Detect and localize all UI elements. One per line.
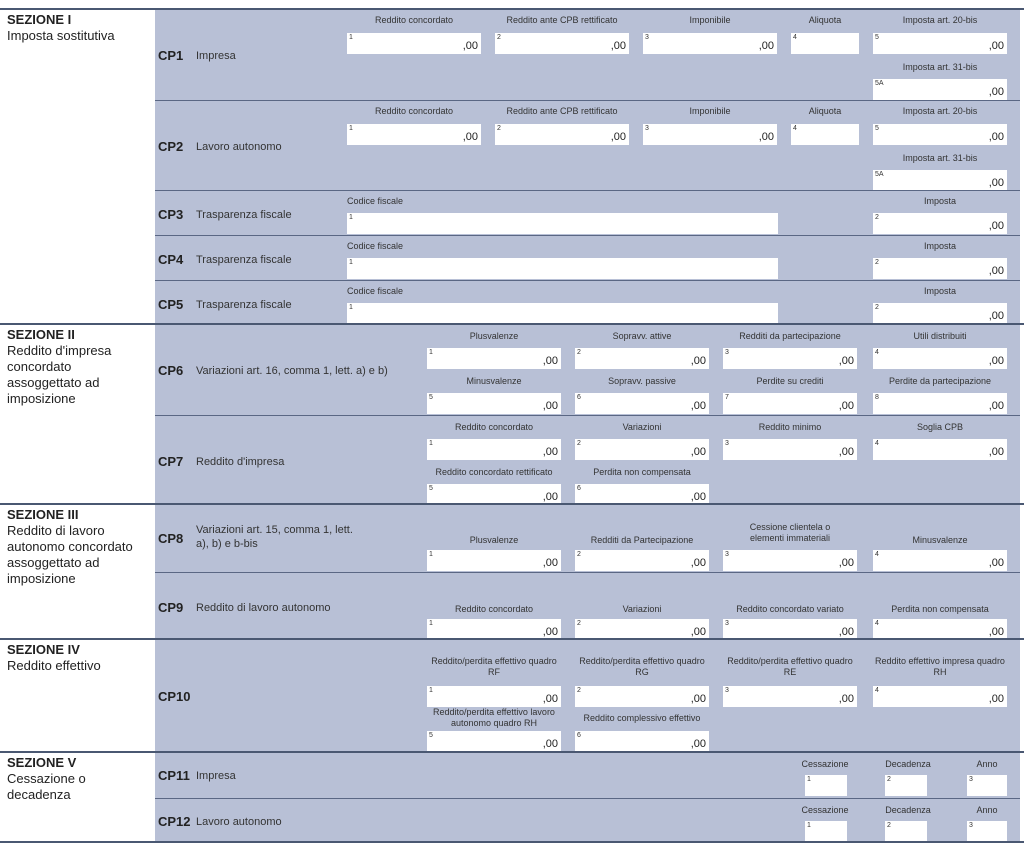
row-code: CP9 (158, 600, 184, 615)
row-cp8 (155, 505, 1020, 572)
section-5 (0, 751, 1024, 842)
field-label: Redditi da partecipazione (739, 331, 841, 341)
row-label: Reddito di lavoro autonomo (196, 602, 331, 614)
amount-field[interactable]: 5A ,00 (873, 79, 1007, 100)
row-cp2 (155, 100, 1020, 190)
row-cp12 (155, 798, 1020, 844)
bottom-rule (0, 841, 1024, 843)
field-label: Cessazione (801, 805, 849, 815)
row-cp6 (155, 325, 1020, 415)
amount-field[interactable]: 2 ,00 (575, 619, 709, 640)
row-label: Trasparenza fiscale (196, 209, 292, 221)
field-label: Imposta (923, 241, 956, 251)
amount-field[interactable]: 2 ,00 (575, 439, 709, 460)
field-label: Sopravv. attive (612, 331, 672, 341)
row-code: CP8 (158, 531, 184, 546)
amount-field[interactable]: 1 ,00 (427, 550, 561, 571)
field-label: Soglia CPB (916, 422, 964, 432)
row-label: Variazioni art. 16, comma 1, lett. a) e b) (196, 365, 388, 377)
amount-field[interactable]: 3 ,00 (723, 619, 857, 640)
field-label: Reddito concordato (454, 604, 534, 614)
field-label: Minusvalenze (466, 376, 522, 386)
row-cp5 (155, 280, 1020, 326)
field-label: Codice fiscale (347, 241, 404, 251)
field-label: Reddito concordato rettificato (435, 467, 553, 477)
row-cp9 (155, 572, 1020, 640)
amount-field[interactable]: 1 ,00 (427, 439, 561, 460)
forfeiture-checkbox[interactable]: 2 (885, 821, 927, 842)
field-label: Reddito concordato (374, 15, 454, 25)
field-label: Plusvalenze (469, 331, 519, 341)
amount-field[interactable]: 2 ,00 (495, 33, 629, 54)
tax-code-field[interactable]: 1 (347, 213, 778, 234)
amount-field[interactable]: 2 ,00 (873, 258, 1007, 279)
row-code: CP2 (158, 139, 184, 154)
amount-field[interactable]: 6 ,00 (575, 484, 709, 505)
amount-field[interactable]: 2 ,00 (575, 686, 709, 707)
section-title: SEZIONE II (7, 327, 75, 342)
section-2 (0, 323, 1024, 503)
amount-field[interactable]: 5 ,00 (427, 484, 561, 505)
amount-field[interactable]: 5 ,00 (427, 393, 561, 414)
field-label: Cessione clientela o elementi immateriali (749, 522, 831, 543)
field-label: Reddito/perdita effettivo lavoro autonomo quadro RH (433, 707, 555, 728)
field-label: Reddito/perdita effettivo quadro RE (727, 656, 853, 677)
amount-field[interactable]: 5 ,00 (873, 33, 1007, 54)
field-label: Imposta art. 31-bis (902, 62, 978, 72)
section-3 (0, 503, 1024, 638)
amount-field[interactable]: 4 ,00 (873, 686, 1007, 707)
field-label: Perdita non compensata (593, 467, 691, 477)
row-code: CP6 (158, 363, 184, 378)
field-label: Reddito minimo (758, 422, 822, 432)
row-label: Trasparenza fiscale (196, 254, 292, 266)
amount-field[interactable]: 2 ,00 (575, 550, 709, 571)
amount-field[interactable]: 3 ,00 (723, 686, 857, 707)
row-cp10 (155, 640, 1020, 753)
amount-field[interactable]: 1 ,00 (427, 348, 561, 369)
row-code: CP1 (158, 48, 184, 63)
row-label: Lavoro autonomo (196, 141, 282, 153)
section-description: Imposta sostitutiva (7, 28, 115, 43)
field-label: Perdite da partecipazione (888, 376, 992, 386)
rate-field[interactable]: 4 (791, 124, 859, 145)
amount-field[interactable]: 4 ,00 (873, 550, 1007, 571)
field-label: Reddito/perdita effettivo quadro RG (579, 656, 705, 677)
field-label: Variazioni (622, 422, 662, 432)
row-code: CP12 (158, 814, 191, 829)
amount-field[interactable]: 2 ,00 (873, 213, 1007, 234)
field-label: Imposta art. 20-bis (902, 106, 978, 116)
amount-field[interactable]: 4 ,00 (873, 619, 1007, 640)
row-label: Trasparenza fiscale (196, 299, 292, 311)
row-code: CP3 (158, 207, 184, 222)
field-label: Redditi da Partecipazione (590, 535, 694, 545)
section-title: SEZIONE V (7, 755, 77, 770)
field-label: Utili distribuiti (913, 331, 967, 341)
field-label: Imposta art. 31-bis (902, 153, 978, 163)
field-label: Reddito complessivo effettivo (583, 713, 701, 723)
amount-field[interactable]: 1 ,00 (347, 33, 481, 54)
field-label: Sopravv. passive (608, 376, 676, 386)
row-code: CP11 (158, 768, 190, 783)
field-label: Perdite su crediti (756, 376, 824, 386)
amount-field[interactable]: 7 ,00 (723, 393, 857, 414)
section-description: Reddito d'impresa concordato assoggettato ad imposizione (7, 343, 112, 406)
year-field[interactable]: 3 (967, 775, 1007, 796)
year-field[interactable]: 3 (967, 821, 1007, 842)
amount-field[interactable]: 3 ,00 (723, 348, 857, 369)
field-label: Decadenza (885, 805, 931, 815)
section-title: SEZIONE IV (7, 642, 80, 657)
field-label: Codice fiscale (347, 286, 404, 296)
field-label: Reddito concordato (454, 422, 534, 432)
field-label: Decadenza (885, 759, 931, 769)
section-title: SEZIONE III (7, 507, 79, 522)
tax-code-field[interactable]: 1 (347, 258, 778, 279)
amount-field[interactable]: 3 ,00 (643, 33, 777, 54)
field-label: Reddito/perdita effettivo quadro RF (431, 656, 557, 677)
field-label: Anno (976, 759, 998, 769)
row-code: CP10 (158, 689, 191, 704)
amount-field[interactable]: 1 ,00 (427, 686, 561, 707)
field-label: Reddito ante CPB rettificato (506, 15, 618, 25)
field-label: Aliquota (808, 106, 842, 116)
section-description: Reddito di lavoro autonomo concordato assoggettato ad imposizione (7, 523, 133, 586)
section-4 (0, 638, 1024, 751)
amount-field[interactable]: 3 ,00 (643, 124, 777, 145)
rate-field[interactable]: 4 (791, 33, 859, 54)
field-label: Imponibile (689, 106, 731, 116)
row-cp7 (155, 415, 1020, 505)
amount-field[interactable]: 2 ,00 (873, 303, 1007, 324)
section-title: SEZIONE I (7, 12, 72, 27)
amount-field[interactable]: 4 ,00 (873, 439, 1007, 460)
field-label: Minusvalenze (912, 535, 968, 545)
tax-code-field[interactable]: 1 (347, 303, 778, 324)
row-label: Impresa (196, 50, 236, 62)
row-cp11 (155, 753, 1020, 798)
amount-field[interactable]: 4 ,00 (873, 348, 1007, 369)
amount-field[interactable]: 8 ,00 (873, 393, 1007, 414)
field-label: Imposta art. 20-bis (902, 15, 978, 25)
amount-field[interactable]: 5 ,00 (873, 124, 1007, 145)
cessation-checkbox[interactable]: 1 (805, 821, 847, 842)
field-label: Reddito effettivo impresa quadro RH (875, 656, 1005, 677)
row-code: CP7 (158, 454, 184, 469)
row-label: Reddito d'impresa (196, 456, 285, 468)
row-label: Variazioni art. 15, comma 1, lett. a), b) e b-bis (196, 524, 353, 550)
amount-field[interactable]: 1 ,00 (347, 124, 481, 145)
row-label: Impresa (196, 770, 236, 782)
cessation-checkbox[interactable]: 1 (805, 775, 847, 796)
row-code: CP4 (158, 252, 184, 267)
amount-field[interactable]: 6 ,00 (575, 731, 709, 752)
amount-field[interactable]: 3 ,00 (723, 439, 857, 460)
section-description: Cessazione o decadenza (7, 771, 86, 802)
section-1 (0, 8, 1024, 324)
amount-field[interactable]: 2 ,00 (575, 348, 709, 369)
amount-field[interactable]: 6 ,00 (575, 393, 709, 414)
field-label: Aliquota (808, 15, 842, 25)
field-label: Plusvalenze (469, 535, 519, 545)
row-label: Lavoro autonomo (196, 816, 282, 828)
amount-field[interactable]: 1 ,00 (427, 619, 561, 640)
amount-field[interactable]: 5A ,00 (873, 170, 1007, 191)
field-label: Cessazione (801, 759, 849, 769)
row-cp3 (155, 190, 1020, 235)
row-code: CP5 (158, 297, 184, 312)
amount-field[interactable]: 2 ,00 (495, 124, 629, 145)
row-cp4 (155, 235, 1020, 280)
field-label: Reddito ante CPB rettificato (506, 106, 618, 116)
field-label: Imposta (923, 196, 956, 206)
field-label: Anno (976, 805, 998, 815)
field-label: Reddito concordato (374, 106, 454, 116)
section-description: Reddito effettivo (7, 658, 101, 673)
field-label: Variazioni (622, 604, 662, 614)
field-label: Imposta (923, 286, 956, 296)
field-label: Reddito concordato variato (736, 604, 844, 614)
field-label: Perdita non compensata (891, 604, 989, 614)
amount-field[interactable]: 5 ,00 (427, 731, 561, 752)
amount-field[interactable]: 3 ,00 (723, 550, 857, 571)
row-cp1 (155, 10, 1020, 100)
forfeiture-checkbox[interactable]: 2 (885, 775, 927, 796)
field-label: Codice fiscale (347, 196, 404, 206)
field-label: Imponibile (689, 15, 731, 25)
